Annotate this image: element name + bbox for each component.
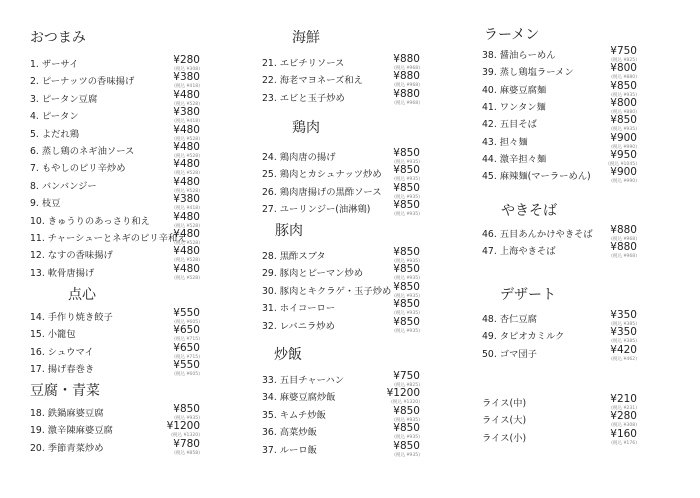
item-tax-price: (税込 ¥1045) (608, 161, 637, 167)
item-price: ¥850 (610, 79, 637, 92)
item-price: ¥480 (173, 228, 200, 240)
item-tax-price: (税込 ¥935) (611, 92, 637, 98)
item-price: ¥800 (610, 62, 637, 75)
menu-item (262, 439, 420, 460)
item-tax-price: (税込 ¥528) (174, 258, 200, 264)
item-name: 16. シュウマイ (30, 346, 94, 358)
item-name: 1. ザーサイ (30, 59, 79, 70)
item-name: 45. 麻辣麺(マーラーめん) (482, 171, 591, 183)
item-price: ¥880 (610, 224, 637, 236)
item-price: ¥780 (173, 437, 200, 450)
item-tax-price: (税込 ¥418) (174, 84, 200, 90)
item-name: 42. 五目そば (482, 119, 537, 131)
item-price: ¥480 (173, 123, 200, 136)
section-title: 鶏肉 (292, 120, 320, 136)
item-price: ¥850 (173, 403, 200, 415)
item-price: ¥350 (610, 326, 637, 339)
item-tax-price: (税込 ¥528) (174, 188, 200, 194)
item-price: ¥850 (393, 422, 420, 435)
menu-item (30, 361, 200, 379)
item-name: 18. 鉄鍋麻婆豆腐 (30, 408, 104, 419)
item-name: 38. 醤油らーめん (482, 50, 556, 61)
item-price: ¥850 (610, 114, 637, 127)
item-name: 49. タピオカミルク (482, 331, 565, 343)
section-title: ラーメン (484, 27, 540, 43)
item-name: 46. 五目あんかけやきそば (482, 229, 593, 240)
item-tax-price: (税込 ¥605) (174, 372, 200, 378)
item-name: 40. 麻婆豆腐麺 (482, 84, 547, 96)
item-price: ¥350 (610, 309, 637, 321)
item-tax-price: (税込 ¥528) (174, 275, 200, 281)
section-title: 海鮮 (292, 30, 320, 46)
menu-item (482, 243, 637, 261)
item-name: 21. エビチリソース (262, 58, 345, 69)
item-name: 37. ルーロ飯 (262, 444, 317, 456)
item-price: ¥480 (173, 158, 200, 171)
item-tax-price: (税込 ¥880) (611, 75, 637, 81)
menu-item (262, 87, 420, 108)
item-price: ¥750 (393, 370, 420, 382)
section-title: やきそば (501, 203, 557, 219)
item-name: 19. 激辛陳麻婆豆腐 (30, 425, 113, 437)
item-price: ¥480 (173, 88, 200, 101)
item-tax-price: (税込 ¥935) (394, 452, 420, 458)
section-title: デザート (500, 287, 556, 303)
item-price: ¥280 (173, 54, 200, 66)
item-tax-price: (税込 ¥968) (394, 83, 420, 89)
item-price: ¥1200 (166, 420, 200, 433)
item-name: 35. キムチ炒飯 (262, 409, 326, 421)
item-price: ¥480 (173, 210, 200, 223)
item-name: 47. 上海やきそば (482, 246, 556, 258)
item-tax-price: (税込 ¥935) (394, 417, 420, 423)
item-name: 43. 担々麺 (482, 136, 528, 148)
item-tax-price: (税込 ¥418) (174, 206, 200, 212)
item-tax-price: (税込 ¥858) (174, 450, 200, 456)
item-name: 23. エビと玉子炒め (262, 92, 345, 104)
item-tax-price: (税込 ¥231) (611, 406, 637, 411)
section-title: 点心 (68, 287, 96, 303)
item-name: 17. 揚げ春巻き (30, 364, 95, 376)
item-price: ¥880 (393, 53, 420, 65)
item-tax-price: (税込 ¥528) (174, 136, 200, 142)
item-price: ¥210 (610, 393, 637, 405)
item-tax-price: (税込 ¥880) (611, 109, 637, 115)
item-name: 20. 季節青菜炒め (30, 442, 104, 454)
item-tax-price: (税込 ¥528) (174, 223, 200, 229)
menu-item (262, 315, 420, 336)
item-name: 32. レバニラ炒め (262, 320, 335, 332)
item-tax-price: (税込 ¥968) (394, 100, 420, 106)
item-tax-price: (税込 ¥935) (394, 435, 420, 441)
item-tax-price: (税込 ¥935) (174, 416, 200, 421)
item-price: ¥900 (610, 166, 637, 179)
item-name: ライス(小) (482, 432, 527, 444)
item-name: 28. 黒酢スブタ (262, 251, 326, 262)
item-tax-price: (税込 ¥308) (611, 423, 637, 429)
menu-item (482, 168, 637, 186)
item-name: 22. 海老マヨネーズ和え (262, 75, 363, 87)
item-name: 6. 蒸し鶏のネギ油ソース (30, 146, 135, 157)
item-price: ¥850 (393, 315, 420, 328)
item-tax-price: (税込 ¥990) (611, 179, 637, 185)
menu-item (30, 262, 200, 283)
item-price: ¥850 (393, 246, 420, 258)
item-tax-price: (税込 ¥935) (394, 276, 420, 282)
item-tax-price: (税込 ¥528) (174, 241, 200, 246)
item-tax-price: (税込 ¥935) (394, 160, 420, 165)
menu-item (262, 201, 420, 219)
menu-item (482, 343, 637, 364)
section-title: 豚肉 (275, 223, 303, 239)
section-title: おつまみ (30, 30, 86, 46)
item-name: 50. ゴマ団子 (482, 348, 537, 360)
item-name: 26. 鶏肉唐揚げの黒酢ソース (262, 186, 382, 198)
item-name: 44. 激辛担々麺 (482, 153, 547, 165)
item-tax-price: (税込 ¥968) (394, 66, 420, 71)
item-name: 29. 豚肉とピーマン炒め (262, 268, 364, 280)
item-price: ¥850 (393, 439, 420, 452)
item-price: ¥850 (393, 181, 420, 194)
item-price: ¥880 (610, 241, 637, 254)
item-name: ライス(中) (482, 398, 527, 409)
item-price: ¥280 (610, 410, 637, 423)
item-tax-price: (税込 ¥935) (394, 194, 420, 200)
section-title: 炒飯 (274, 347, 302, 363)
item-name: 15. 小籠包 (30, 329, 76, 341)
item-price: ¥380 (173, 71, 200, 84)
item-name: 8. バンバンジー (30, 180, 97, 192)
item-tax-price: (税込 ¥968) (611, 254, 637, 260)
item-name: 3. ピータン豆腐 (30, 93, 98, 105)
item-price: ¥900 (610, 131, 637, 144)
item-tax-price: (税込 ¥528) (174, 154, 200, 159)
item-price: ¥750 (610, 45, 637, 57)
item-name: 48. 杏仁豆腐 (482, 314, 537, 325)
item-tax-price: (税込 ¥935) (611, 127, 637, 133)
item-price: ¥950 (610, 148, 637, 161)
item-price: ¥850 (393, 404, 420, 417)
item-name: 39. 蒸し鶏塩ラーメン (482, 67, 574, 79)
item-tax-price: (税込 ¥935) (394, 212, 420, 218)
item-price: ¥850 (393, 280, 420, 293)
item-price: ¥880 (393, 87, 420, 100)
item-tax-price: (税込 ¥176) (611, 440, 637, 446)
item-tax-price: (税込 ¥462) (611, 356, 637, 362)
item-price: ¥480 (173, 245, 200, 258)
item-price: ¥650 (173, 341, 200, 354)
item-price: ¥850 (393, 147, 420, 159)
item-name: 24. 鶏肉唐の揚げ (262, 152, 336, 163)
item-tax-price: (税込 ¥715) (174, 337, 200, 343)
item-name: 25. 鶏肉とカシュナッツ炒め (262, 169, 382, 181)
item-tax-price: (税込 ¥935) (394, 328, 420, 334)
item-name: 27. ユーリンジー(油淋鶏) (262, 204, 371, 216)
item-tax-price: (税込 ¥418) (174, 119, 200, 125)
item-price: ¥850 (393, 298, 420, 311)
item-price: ¥880 (393, 70, 420, 83)
item-tax-price: (税込 ¥935) (394, 311, 420, 317)
item-price: ¥850 (393, 263, 420, 276)
item-price: ¥550 (173, 359, 200, 372)
item-tax-price: (税込 ¥825) (394, 383, 420, 388)
item-name: 14. 手作り焼き餃子 (30, 312, 113, 323)
item-tax-price: (税込 ¥825) (611, 58, 637, 63)
item-price: ¥480 (173, 141, 200, 153)
item-price: ¥850 (393, 199, 420, 212)
item-name: 11. チャーシューとネギのピリ辛和え (30, 233, 187, 244)
item-name: 33. 五目チャーハン (262, 375, 345, 386)
item-price: ¥550 (173, 307, 200, 319)
item-name: 2. ピーナッツの香味揚げ (30, 76, 135, 88)
item-name: 12. なすの香味揚げ (30, 250, 113, 262)
menu-item (482, 427, 637, 448)
item-name: 7. もやしのピリ辛炒め (30, 163, 126, 175)
item-price: ¥850 (393, 164, 420, 177)
item-price: ¥480 (173, 262, 200, 275)
item-name: 30. 豚肉とキクラゲ・玉子炒め (262, 285, 392, 297)
item-tax-price: (税込 ¥935) (394, 177, 420, 183)
item-price: ¥380 (173, 193, 200, 206)
item-name: 13. 軟骨唐揚げ (30, 267, 95, 279)
item-price: ¥420 (610, 343, 637, 356)
item-tax-price: (税込 ¥528) (174, 101, 200, 107)
menu-item (30, 437, 200, 458)
item-name: 5. よだれ鶏 (30, 128, 80, 140)
item-tax-price: (税込 ¥308) (174, 67, 200, 72)
item-tax-price: (税込 ¥385) (611, 322, 637, 327)
item-tax-price: (税込 ¥715) (174, 354, 200, 360)
item-name: 9. 枝豆 (30, 198, 61, 210)
item-tax-price: (税込 ¥935) (394, 259, 420, 264)
item-price: ¥380 (173, 106, 200, 119)
item-tax-price: (税込 ¥990) (611, 144, 637, 150)
item-name: 10. きゅうりのあっさり和え (30, 215, 150, 227)
item-name: 34. 麻婆豆腐炒飯 (262, 392, 336, 404)
item-tax-price: (税込 ¥385) (611, 339, 637, 345)
item-price: ¥800 (610, 96, 637, 109)
item-price: ¥160 (610, 427, 637, 440)
item-name: 4. ピータン (30, 111, 79, 123)
item-name: ライス(大) (482, 415, 527, 427)
item-tax-price: (税込 ¥1320) (171, 433, 200, 439)
section-title: 豆腐・青菜 (30, 383, 100, 399)
item-name: 41. ワンタン麺 (482, 101, 546, 113)
item-name: 36. 高菜炒飯 (262, 427, 317, 439)
item-name: 31. ホイコーロー (262, 303, 336, 315)
item-price: ¥1200 (386, 387, 420, 400)
item-price: ¥650 (173, 324, 200, 337)
item-tax-price: (税込 ¥968) (611, 237, 637, 242)
item-tax-price: (税込 ¥935) (394, 293, 420, 299)
item-price: ¥480 (173, 175, 200, 188)
item-tax-price: (税込 ¥1320) (391, 400, 420, 406)
item-tax-price: (税込 ¥605) (174, 320, 200, 325)
item-tax-price: (税込 ¥528) (174, 171, 200, 177)
